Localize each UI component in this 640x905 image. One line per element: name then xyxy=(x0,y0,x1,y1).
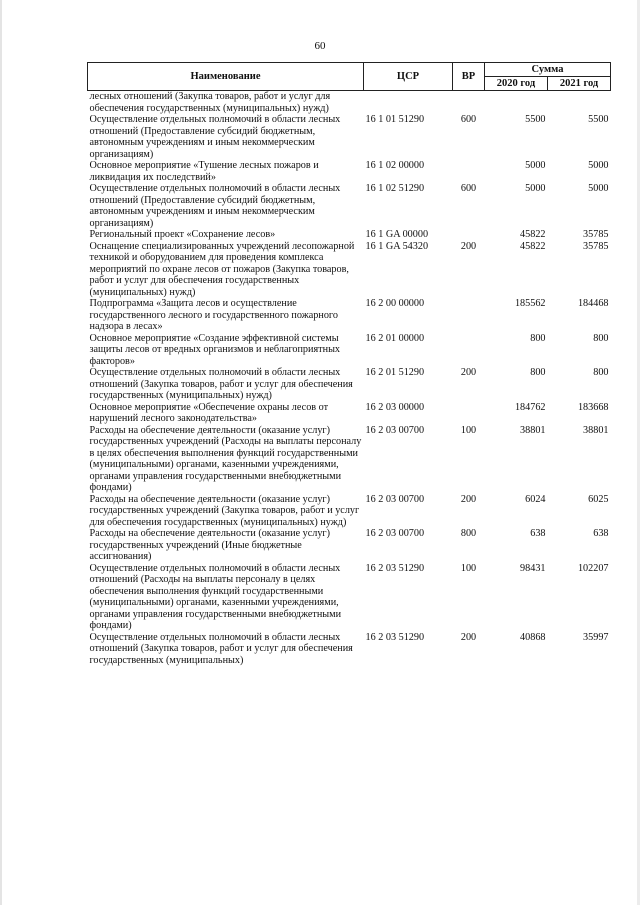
table-header xyxy=(88,63,611,91)
row-name: Осуществление отдельных полномочий в области лесных отношений (Расходы на выплаты персоналу в целях обеспечения выполнения функций государственными (муниципальными) органами, казенными учреждениями, органами управления государственными внебюджетными фондами) xyxy=(89,562,342,631)
row-sum-2021: 638 xyxy=(593,528,609,539)
table-body xyxy=(88,91,611,667)
row-name: Осуществление отдельных полномочий в области лесных отношений (Закупка товаров, работ и услуг для обеспечения государственных (муниципальных) xyxy=(89,631,353,666)
row-csr: 16 1 GA 00000 xyxy=(365,229,429,240)
row-sum-2020: 38801 xyxy=(520,424,546,436)
row-sum-2021: 5000 xyxy=(588,160,609,171)
row-csr: 16 2 01 51290 xyxy=(365,367,425,378)
table-row xyxy=(88,425,611,494)
table-row xyxy=(88,402,611,425)
row-csr: 16 1 02 51290 xyxy=(365,183,425,194)
row-name: Расходы на обеспечение деятельности (оказание услуг) государственных учреждений (Иные бюджетные ассигнования) xyxy=(89,528,331,562)
row-vr: 600 xyxy=(460,183,477,194)
row-vr: 100 xyxy=(460,562,477,574)
row-sum-2021 xyxy=(548,91,611,115)
row-name: Оснащение специализированных учреждений лесопожарной техникой и оборудованием для проведения комплекса мероприятий по охране лесов от пожаров (Закупка товаров, работ и услуг для обеспечения государственных (муниципальных) нужд) xyxy=(89,240,355,298)
row-sum-2021: 5000 xyxy=(588,183,609,194)
row-sum-2020: 40868 xyxy=(520,631,546,643)
row-vr xyxy=(453,160,485,183)
row-csr: 16 1 02 00000 xyxy=(365,160,425,171)
scan-left-edge xyxy=(0,0,2,905)
row-sum-2021: 35785 xyxy=(583,229,609,240)
table-row xyxy=(88,367,611,402)
header-csr: ЦСР xyxy=(364,63,453,91)
table-row xyxy=(88,241,611,299)
table-row xyxy=(88,160,611,183)
row-vr xyxy=(453,229,485,241)
row-sum-2020: 800 xyxy=(530,367,546,378)
row-vr xyxy=(453,91,485,115)
row-name: Осуществление отдельных полномочий в области лесных отношений (Предоставление субсидий бюджетным, автономным учреждениям и иным некоммерческим организациям) xyxy=(89,183,341,229)
row-vr xyxy=(453,333,485,368)
row-sum-2021: 5500 xyxy=(588,114,609,125)
row-sum-2020: 184762 xyxy=(514,401,546,413)
row-sum-2021: 183668 xyxy=(577,401,609,413)
row-csr: 16 2 03 51290 xyxy=(365,562,425,574)
header-sum: Сумма xyxy=(485,63,611,77)
row-csr: 16 2 03 00000 xyxy=(365,401,425,413)
row-csr: 16 2 03 51290 xyxy=(365,631,425,643)
header-year-2020: 2020 год xyxy=(485,77,548,91)
row-name: Региональный проект «Сохранение лесов» xyxy=(89,229,276,240)
header-vr: ВР xyxy=(453,63,485,91)
row-name: Основное мероприятие «Создание эффективной системы защиты лесов от вредных организмов и неблагоприятных факторов» xyxy=(89,332,341,367)
table-row xyxy=(88,298,611,333)
row-sum-2020: 185562 xyxy=(514,298,546,309)
row-name: Осуществление отдельных полномочий в области лесных отношений (Предоставление субсидий бюджетным, автономным учреждениям и иным некоммерческим организациям) xyxy=(89,114,341,160)
row-sum-2021: 800 xyxy=(593,367,609,378)
row-csr: 16 1 01 51290 xyxy=(365,114,425,125)
table-row xyxy=(88,183,611,229)
row-csr: 16 2 03 00700 xyxy=(365,493,425,505)
row-csr xyxy=(364,91,453,115)
row-sum-2021: 38801 xyxy=(583,424,609,436)
row-sum-2020 xyxy=(485,91,548,115)
header-name: Наименование xyxy=(88,63,364,91)
row-vr: 200 xyxy=(460,367,477,378)
row-vr xyxy=(453,298,485,333)
table-row xyxy=(88,333,611,368)
row-name: Основное мероприятие «Обеспечение охраны лесов от нарушений лесного законодательства» xyxy=(89,401,329,424)
row-sum-2021: 35997 xyxy=(583,631,609,643)
table-row xyxy=(88,91,611,115)
row-vr: 100 xyxy=(460,424,477,436)
row-name: Осуществление отдельных полномочий в области лесных отношений (Закупка товаров, работ и услуг для обеспечения государственных (муниципальных) нужд) xyxy=(89,367,353,401)
row-name: Основное мероприятие «Тушение лесных пожаров и ликвидация их последствий» xyxy=(89,160,319,183)
row-sum-2020: 638 xyxy=(530,528,546,539)
row-csr: 16 2 03 00700 xyxy=(365,528,425,539)
row-sum-2021: 35785 xyxy=(583,240,609,252)
table-row xyxy=(88,229,611,241)
row-name: Расходы на обеспечение деятельности (оказание услуг) государственных учреждений (Расходы на выплаты персоналу в целях обеспечения выполнения функций государственными (муниципальными) органами, казенными учреждениями, органами управления государственными внебюджетными фондами) xyxy=(89,424,362,493)
header-year-2021: 2021 год xyxy=(548,77,611,91)
row-name: лесных отношений (Закупка товаров, работ и услуг для обеспечения государственных (муниципальных) нужд) xyxy=(88,91,364,115)
row-sum-2020: 5000 xyxy=(525,160,546,171)
row-name: Подпрограмма «Защита лесов и осуществление государственного лесного и государственного пожарного надзора в лесах» xyxy=(89,298,338,332)
row-sum-2021: 6025 xyxy=(588,493,609,505)
row-vr xyxy=(453,402,485,425)
table-row xyxy=(88,563,611,632)
row-sum-2021: 102207 xyxy=(577,562,609,574)
budget-table xyxy=(87,62,611,666)
row-sum-2020: 98431 xyxy=(520,562,546,574)
table-row xyxy=(88,632,611,667)
table-row xyxy=(88,494,611,529)
page-number: 60 xyxy=(314,40,326,52)
row-sum-2020: 45822 xyxy=(520,229,546,240)
table-row xyxy=(88,528,611,563)
row-csr: 16 2 01 00000 xyxy=(365,332,425,344)
row-vr: 200 xyxy=(460,493,477,505)
row-vr: 800 xyxy=(460,528,477,539)
row-vr: 200 xyxy=(460,240,477,252)
row-sum-2020: 5500 xyxy=(525,114,546,125)
row-csr: 16 2 00 00000 xyxy=(365,298,425,309)
row-sum-2021: 800 xyxy=(593,332,609,344)
row-sum-2020: 800 xyxy=(530,332,546,344)
row-name: Расходы на обеспечение деятельности (оказание услуг) государственных учреждений (Закупка товаров, работ и услуг для обеспечения государственных (муниципальных) нужд) xyxy=(89,493,360,528)
row-sum-2020: 6024 xyxy=(525,493,546,505)
row-csr: 16 2 03 00700 xyxy=(365,424,425,436)
row-sum-2021: 184468 xyxy=(577,298,609,309)
row-csr: 16 1 GA 54320 xyxy=(365,240,429,252)
row-sum-2020: 45822 xyxy=(520,240,546,252)
row-sum-2020: 5000 xyxy=(525,183,546,194)
table-row xyxy=(88,114,611,160)
row-vr: 200 xyxy=(460,631,477,643)
row-vr: 600 xyxy=(460,114,477,125)
